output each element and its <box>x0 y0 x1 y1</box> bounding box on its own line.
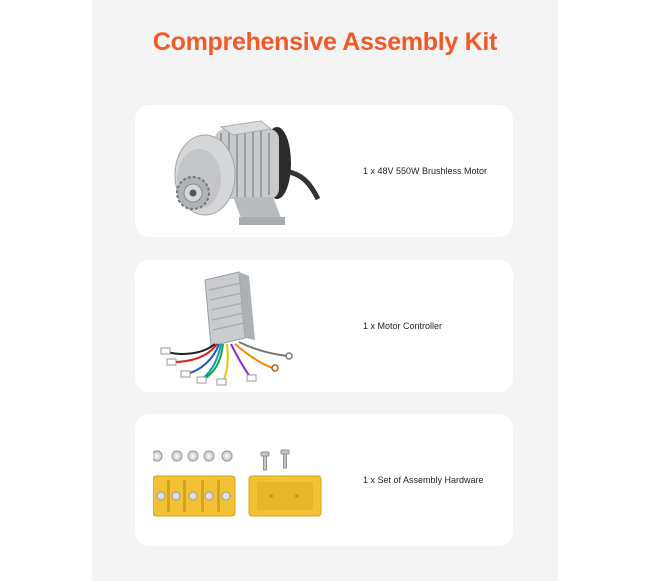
page-title: Comprehensive Assembly Kit <box>152 28 498 56</box>
motor-controller-image <box>153 264 323 388</box>
kit-item-controller <box>135 260 513 392</box>
item-label: 1 x 48V 550W Brushless Motor <box>363 166 488 176</box>
kit-item-motor <box>135 105 513 237</box>
item-label: 1 x Set of Assembly Hardware <box>363 475 484 485</box>
assembly-hardware-image <box>153 418 323 542</box>
brushless-motor-image <box>153 109 323 233</box>
item-label: 1 x Motor Controller <box>363 321 443 331</box>
kit-item-hardware <box>135 414 513 546</box>
